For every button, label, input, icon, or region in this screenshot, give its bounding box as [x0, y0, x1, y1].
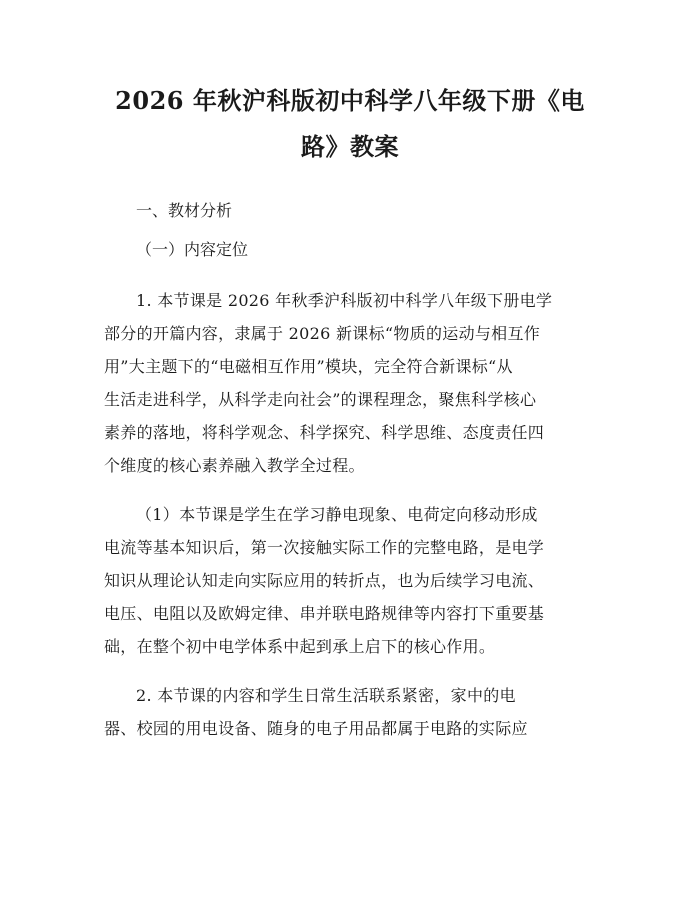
paragraph-line: 电流等基本知识后，第一次接触实际工作的完整电路，是电学 [104, 538, 545, 557]
paragraph-line: 部分的开篇内容，隶属于 2026 新课标“物质的运动与相互作 [104, 324, 541, 343]
paragraph-line: 2. 本节课的内容和学生日常生活联系紧密，家中的电 [136, 686, 516, 705]
paragraph-line: 个维度的核心素养融入教学全过程。 [104, 456, 365, 475]
paragraph-1 [104, 284, 596, 482]
paragraph-line: 生活走进科学，从科学走向社会”的课程理念，聚焦科学核心 [104, 390, 537, 409]
paragraph-line: 素养的落地，将科学观念、科学探究、科学思维、态度责任四 [104, 423, 545, 442]
paragraph-line: 用”大主题下的“电磁相互作用”模块，完全符合新课标“从 [104, 357, 513, 376]
section-heading: 一、教材分析 [136, 201, 233, 220]
document-title [104, 78, 596, 170]
paragraph-line: 知识从理论认知走向实际应用的转折点，也为后续学习电流、 [104, 571, 545, 590]
paragraph-3 [104, 679, 596, 745]
paragraph-line: 电压、电阻以及欧姆定律、串并联电路规律等内容打下重要基 [104, 604, 545, 623]
paragraph-line: 器、校园的用电设备、随身的电子用品都属于电路的实际应 [104, 719, 528, 738]
paragraph-2 [104, 498, 596, 663]
paragraph-line: 1. 本节课是 2026 年秋季沪科版初中科学八年级下册电学 [136, 291, 553, 310]
title-line-1: 2026 年秋沪科版初中科学八年级下册《电 [115, 86, 585, 115]
title-line-2: 路》教案 [301, 132, 399, 161]
paragraph-line: （1）本节课是学生在学习静电现象、电荷定向移动形成 [136, 505, 538, 524]
subsection-heading: （一）内容定位 [136, 240, 249, 259]
paragraph-line: 础，在整个初中电学体系中起到承上启下的核心作用。 [104, 637, 496, 656]
